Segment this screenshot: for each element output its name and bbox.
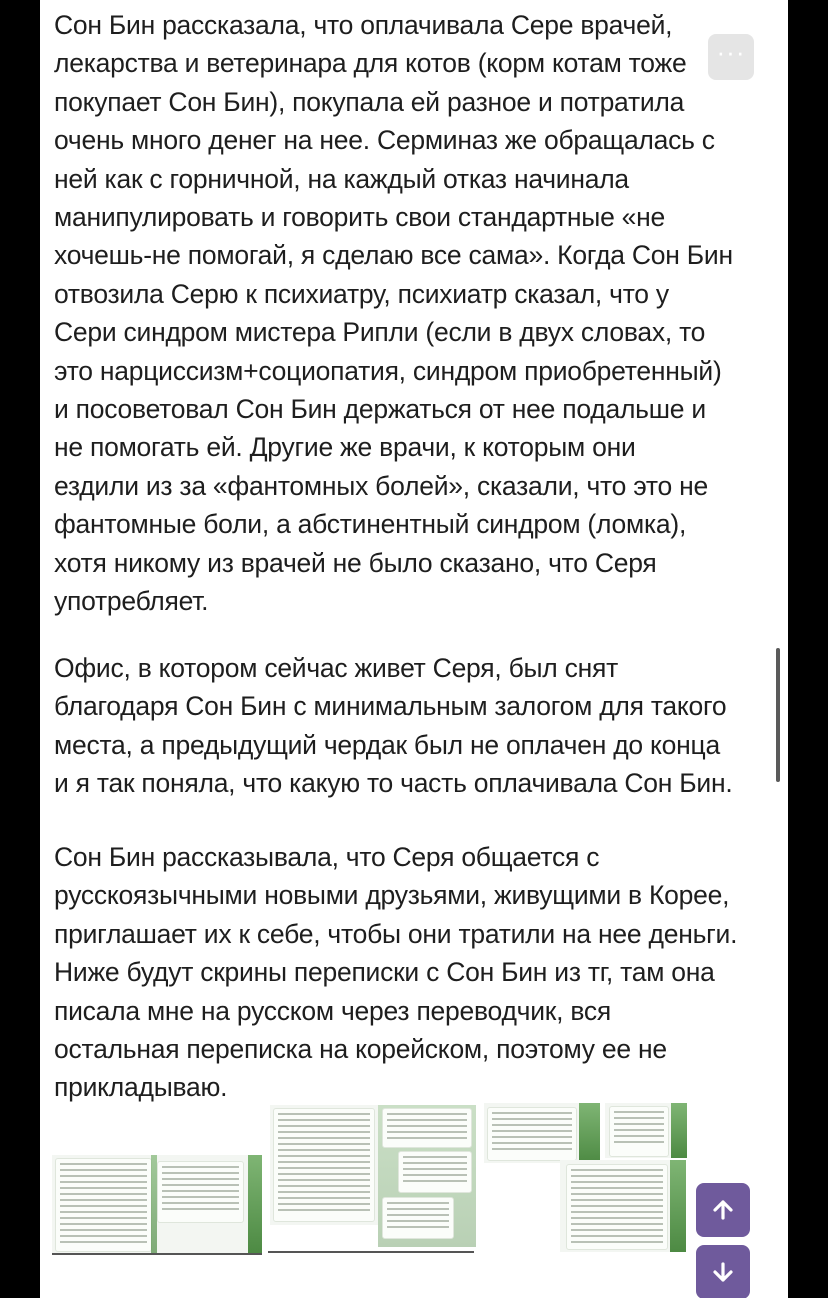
text-line: русскоязычными новыми друзьями, живущими в Корее, (54, 880, 730, 911)
chat-screenshot-2[interactable] (270, 1105, 378, 1225)
more-options-button[interactable] (708, 34, 754, 80)
text-line: ездили из за «фантомных болей», сказали, что это не (54, 470, 708, 501)
text-line: лекарства и ветеринара для котов (корм котам тоже (54, 48, 687, 79)
chat-screenshot-4[interactable] (484, 1103, 600, 1163)
ellipsis-icon: ··· (716, 37, 746, 67)
text-line: остальная переписка на корейском, поэтому ее не (54, 1034, 667, 1065)
text-line: Сон Бин рассказывала, что Серя общается с (54, 842, 600, 872)
chat-screenshot-6[interactable] (605, 1103, 687, 1158)
text-line: и я так поняла, что какую то часть оплачивала Сон Бин. (54, 768, 733, 799)
text-line: хочешь-не помогай, я сделаю все сама». Когда Сон Бин (54, 240, 733, 271)
text-line: фантомные боли, а абстинентный синдром (ломка), (54, 509, 687, 540)
chat-screenshot-3[interactable] (378, 1105, 476, 1247)
text-line: покупает Сон Бин), покупала ей разное и потратила (54, 86, 685, 117)
scroll-up-button[interactable] (696, 1183, 750, 1237)
text-line: это нарциссизм+социопатия, синдром приобретенный) (54, 355, 722, 386)
image-divider (268, 1251, 474, 1253)
paragraph-1 (54, 6, 784, 621)
text-line: Сери синдром мистера Рипли (если в двух словах, то (54, 317, 706, 348)
image-divider (52, 1253, 262, 1255)
text-line: приглашает их к себе, чтобы они тратили на нее деньги. (54, 918, 738, 949)
arrow-down-icon (712, 1261, 734, 1283)
text-line: манипулировать и говорить свои стандартные «не (54, 202, 666, 233)
chat-screenshot-1[interactable] (52, 1155, 262, 1253)
paragraph-2 (54, 649, 784, 803)
paragraph-3 (54, 838, 784, 1107)
text-line: очень много денег на нее. Серминаз же обращалась с (54, 125, 715, 156)
text-line: прикладываю. (54, 1072, 228, 1103)
text-line: писала мне на русском через переводчик, вся (54, 995, 611, 1026)
text-line: не помогать ей. Другие же врачи, к которым они (54, 432, 636, 463)
text-line: Сон Бин рассказала, что оплачивала Сере врачей, (54, 10, 673, 40)
scrollbar-thumb[interactable] (776, 648, 780, 782)
chat-screenshot-5[interactable] (560, 1160, 686, 1252)
text-line: благодаря Сон Бин с минимальным залогом для такого (54, 691, 727, 722)
arrow-up-icon (712, 1199, 734, 1221)
text-line: места, а предыдущий чердак был не оплачен до конца (54, 729, 720, 760)
text-line: употребляет. (54, 586, 209, 617)
text-line: отвозила Серю к психиатру, психиатр сказал, что у (54, 278, 669, 309)
text-line: хотя никому из врачей не было сказано, что Серя (54, 547, 657, 578)
text-line: ней как с горничной, на каждый отказ начинала (54, 163, 629, 194)
article-page (40, 0, 788, 1298)
text-line: Ниже будут скрины переписки с Сон Бин из тг, там она (54, 957, 715, 988)
text-line: Офис, в котором сейчас живет Серя, был снят (54, 653, 618, 683)
text-line: и посоветовал Сон Бин держаться от нее подальше и (54, 394, 706, 425)
scroll-down-button[interactable] (696, 1245, 750, 1298)
